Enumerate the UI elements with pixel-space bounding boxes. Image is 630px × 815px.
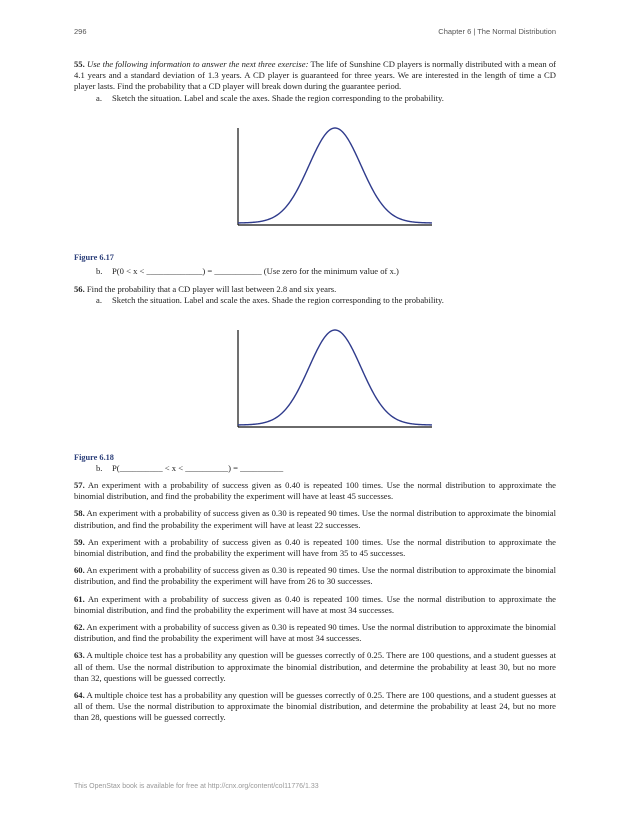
part-label: b. <box>96 463 103 474</box>
chapter-title: Chapter 6 | The Normal Distribution <box>438 27 556 36</box>
exercise-number: 55. <box>74 59 85 69</box>
exercise-60 <box>74 565 556 587</box>
exercise-body: An experiment with a probability of success given as 0.40 is repeated 100 times. Use the normal distribution to approximate the binomial distribution, and find the probability the experiment will have at least 45 successes. <box>74 480 556 502</box>
exercise-62 <box>74 622 556 644</box>
figure-6-17-graph <box>232 122 437 228</box>
exercise-body: An experiment with a probability of success given as 0.40 is repeated 100 times. Use the normal distribution to approximate the binomial distribution, and find the probability the experiment will have at most 34 successes. <box>74 593 556 615</box>
exercise-64 <box>74 690 556 724</box>
part-label: a. <box>96 92 102 103</box>
exercise-number: 59. <box>74 536 85 547</box>
exercise-number: 56. <box>74 284 85 294</box>
figure-6-18-caption: Figure 6.18 <box>74 453 114 462</box>
figure-6-17-caption: Figure 6.17 <box>74 253 114 262</box>
part-text: P(__________ < x < __________) = __________ <box>112 463 284 474</box>
exercise-55-part-b <box>74 266 556 277</box>
exercise-56-text <box>74 284 556 295</box>
exercise-63 <box>74 650 556 684</box>
exercise-number: 62. <box>74 622 85 633</box>
exercise-55 <box>74 59 556 104</box>
exercise-57 <box>74 480 556 502</box>
exercise-body: An experiment with a probability of success given as 0.40 is repeated 100 times. Use the normal distribution to approximate the binomial distribution, and find the probability the experiment will have from 35 to 45 successes. <box>74 536 556 559</box>
exercise-55-part-a <box>74 93 556 104</box>
part-label: a. <box>96 295 102 306</box>
exercise-55-lower <box>74 252 556 277</box>
exercise-number: 58. <box>74 508 85 519</box>
exercise-body: A multiple choice test has a probability any question will be guesses correctly of 0.25. There are 100 questions, and a student guesses at all of them. Use the normal distribution to approximate the binomial distribution, and determine the probability at least 24, but no more than 28, questions will be guessed correctly. <box>74 690 556 723</box>
part-label: b. <box>96 266 103 277</box>
exercise-56-part-a <box>74 295 556 306</box>
normal-curve <box>238 330 432 425</box>
exercise-number: 61. <box>74 593 85 604</box>
exercise-59 <box>74 537 556 559</box>
exercise-body: A multiple choice test has a probability any question will be guesses correctly of 0.25. There are 100 questions, and a student guesses at all of them. Use the normal distribution to approximate the binomial distribution, and determine the probability at least 30, but no more than 32, questions will be guessed correctly. <box>74 650 556 683</box>
exercise-56-part-b <box>74 463 556 474</box>
exercise-list <box>74 480 556 724</box>
figure-6-18-graph <box>232 324 437 430</box>
exercise-number: 60. <box>74 565 85 576</box>
exercise-56 <box>74 284 556 306</box>
exercise-body: An experiment with a probability of success given as 0.30 is repeated 90 times. Use the normal distribution to approximate the binomial distribution, and find the probability the experiment will have at most 34 successes. <box>74 622 556 644</box>
exercise-56-lower <box>74 452 556 474</box>
part-text: P(0 < x < _____________) = ___________ (Use zero for the minimum value of x.) <box>112 266 399 277</box>
exercise-body: The life of Sunshine CD players is normally distributed with a mean of 4.1 years and a standard deviation of 1.3 years. A CD player is guaranteed for three years. We are interested in the length of time a CD player lasts. Find the probability that a CD player will break down during the guarantee period. <box>74 59 557 92</box>
normal-curve <box>238 128 432 223</box>
exercise-intro: Use the following information to answer the next three exercise: <box>87 59 309 69</box>
part-text: Sketch the situation. Label and scale the axes. Shade the region corresponding to the probability. <box>112 92 444 103</box>
exercise-body: An experiment with a probability of success given as 0.30 is repeated 90 times. Use the normal distribution to approximate the binomial distribution, and find the probability the experiment will have at least 22 successes. <box>74 508 556 530</box>
part-text: Sketch the situation. Label and scale the axes. Shade the region corresponding to the probability. <box>112 295 444 306</box>
exercise-58 <box>74 508 556 530</box>
exercise-number: 64. <box>74 690 85 701</box>
exercise-61 <box>74 594 556 616</box>
footer-note: This OpenStax book is available for free at http://cnx.org/content/col11776/1.33 <box>74 783 319 790</box>
page-number: 296 <box>74 27 87 36</box>
exercise-number: 63. <box>74 650 85 661</box>
exercise-body: Find the probability that a CD player will last between 2.8 and six years. <box>84 284 337 294</box>
exercise-number: 57. <box>74 480 85 490</box>
exercise-55-text <box>74 59 556 93</box>
exercise-body: An experiment with a probability of success given as 0.30 is repeated 90 times. Use the normal distribution to approximate the binomial distribution, and find the probability the experiment will have from 26 to 30 successes. <box>74 565 556 587</box>
